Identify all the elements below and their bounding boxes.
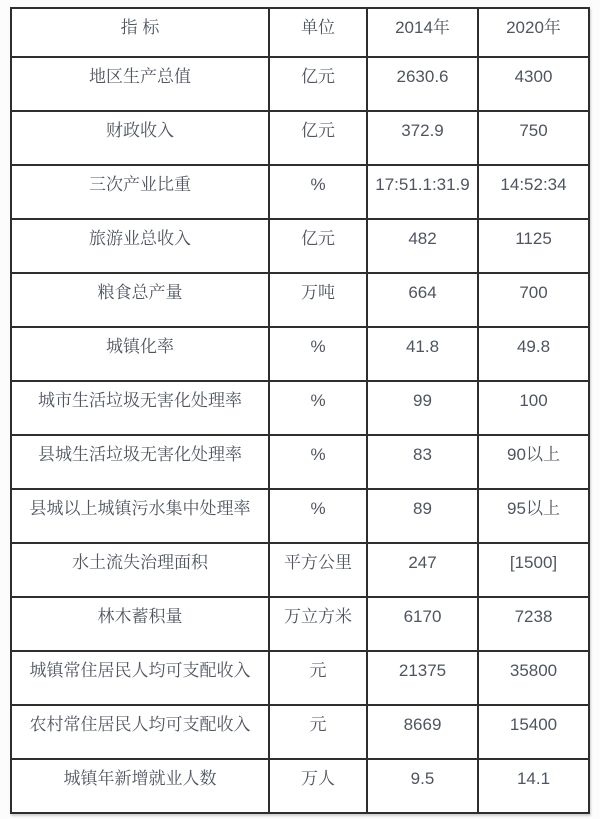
cell-2020-value: 1125 xyxy=(478,219,589,273)
cell-indicator: 县城以上城镇污水集中处理率 xyxy=(11,489,269,543)
cell-unit: 万人 xyxy=(269,759,367,813)
table-row xyxy=(11,57,589,111)
cell-2020-value: 15400 xyxy=(478,705,589,759)
cell-unit: 平方公里 xyxy=(269,543,367,597)
indicator-table xyxy=(10,7,590,814)
column-header-2020: 2020年 xyxy=(478,8,589,57)
cell-2020-value: 95以上 xyxy=(478,489,589,543)
cell-2020-value: 90以上 xyxy=(478,435,589,489)
cell-2014-value: 41.8 xyxy=(367,327,478,381)
table-body xyxy=(11,57,589,813)
table-row xyxy=(11,543,589,597)
cell-indicator: 林木蓄积量 xyxy=(11,597,269,651)
cell-2020-value: 14.1 xyxy=(478,759,589,813)
cell-unit: 万立方米 xyxy=(269,597,367,651)
table-row xyxy=(11,165,589,219)
cell-2020-value: 750 xyxy=(478,111,589,165)
cell-2014-value: 2630.6 xyxy=(367,57,478,111)
cell-unit: 元 xyxy=(269,651,367,705)
column-header-unit: 单位 xyxy=(269,8,367,57)
cell-unit: 亿元 xyxy=(269,111,367,165)
cell-2014-value: 83 xyxy=(367,435,478,489)
cell-unit: % xyxy=(269,165,367,219)
cell-2014-value: 372.9 xyxy=(367,111,478,165)
table-row xyxy=(11,759,589,813)
cell-indicator: 城镇常住居民人均可支配收入 xyxy=(11,651,269,705)
cell-unit: % xyxy=(269,435,367,489)
cell-2020-value: 35800 xyxy=(478,651,589,705)
table-row xyxy=(11,489,589,543)
cell-unit: % xyxy=(269,381,367,435)
cell-indicator: 粮食总产量 xyxy=(11,273,269,327)
cell-2020-value: 14:52:34 xyxy=(478,165,589,219)
table-row xyxy=(11,111,589,165)
cell-indicator: 地区生产总值 xyxy=(11,57,269,111)
cell-2014-value: 9.5 xyxy=(367,759,478,813)
cell-2014-value: 6170 xyxy=(367,597,478,651)
cell-2020-value: 700 xyxy=(478,273,589,327)
cell-2014-value: 17:51.1:31.9 xyxy=(367,165,478,219)
cell-2020-value: 4300 xyxy=(478,57,589,111)
table-row xyxy=(11,597,589,651)
column-header-2014: 2014年 xyxy=(367,8,478,57)
cell-2020-value: 7238 xyxy=(478,597,589,651)
cell-unit: % xyxy=(269,327,367,381)
cell-2014-value: 89 xyxy=(367,489,478,543)
cell-2014-value: 21375 xyxy=(367,651,478,705)
column-header-indicator: 指 标 xyxy=(11,8,269,57)
cell-indicator: 县城生活垃圾无害化处理率 xyxy=(11,435,269,489)
cell-unit: % xyxy=(269,489,367,543)
cell-indicator: 城镇化率 xyxy=(11,327,269,381)
cell-2020-value: [1500] xyxy=(478,543,589,597)
cell-unit: 元 xyxy=(269,705,367,759)
cell-unit: 万吨 xyxy=(269,273,367,327)
cell-indicator: 水土流失治理面积 xyxy=(11,543,269,597)
table-row xyxy=(11,219,589,273)
cell-2020-value: 49.8 xyxy=(478,327,589,381)
cell-2014-value: 664 xyxy=(367,273,478,327)
cell-indicator: 城市生活垃圾无害化处理率 xyxy=(11,381,269,435)
header-row xyxy=(11,8,589,57)
cell-2014-value: 99 xyxy=(367,381,478,435)
cell-2014-value: 8669 xyxy=(367,705,478,759)
cell-unit: 亿元 xyxy=(269,57,367,111)
table-row xyxy=(11,651,589,705)
table-row xyxy=(11,273,589,327)
cell-unit: 亿元 xyxy=(269,219,367,273)
table-header xyxy=(11,8,589,57)
cell-2014-value: 482 xyxy=(367,219,478,273)
cell-indicator: 旅游业总收入 xyxy=(11,219,269,273)
cell-2014-value: 247 xyxy=(367,543,478,597)
table-row xyxy=(11,705,589,759)
cell-indicator: 三次产业比重 xyxy=(11,165,269,219)
cell-indicator: 财政收入 xyxy=(11,111,269,165)
table-row xyxy=(11,435,589,489)
cell-indicator: 农村常住居民人均可支配收入 xyxy=(11,705,269,759)
cell-2020-value: 100 xyxy=(478,381,589,435)
table-row xyxy=(11,381,589,435)
table-row xyxy=(11,327,589,381)
cell-indicator: 城镇年新增就业人数 xyxy=(11,759,269,813)
